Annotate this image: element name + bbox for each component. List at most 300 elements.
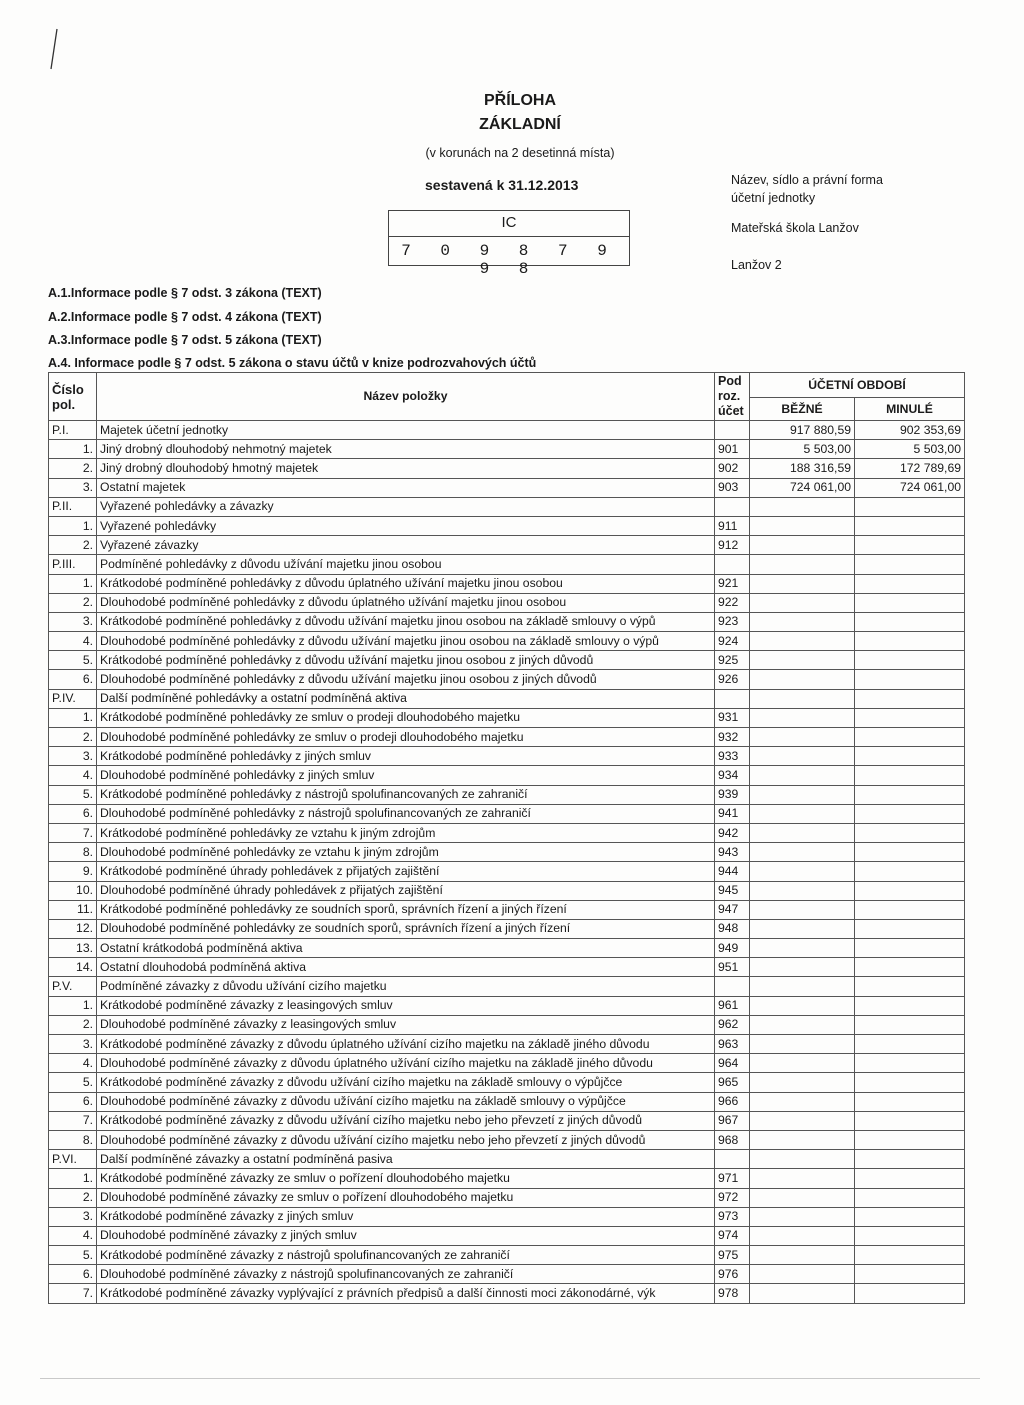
current-period-value [750,1265,855,1284]
item-number: 2. [49,1015,97,1034]
account-number: 939 [715,785,750,804]
ic-box [388,210,630,278]
item-name: Jiný drobný dlouhodobý nehmotný majetek [97,440,715,459]
account-number: 964 [715,1054,750,1073]
table-row [49,1265,965,1284]
table-row [49,670,965,689]
item-name: Krátkodobé podmíněné pohledávky z jiných smluv [97,747,715,766]
item-number: 2. [49,536,97,555]
ic-value: 7 0 9 8 7 9 9 8 [401,242,617,278]
account-number: 948 [715,919,750,938]
account-number: 922 [715,593,750,612]
info-a1: A.1.Informace podle § 7 odst. 3 zákona (TEXT) [48,286,322,300]
previous-period-value [855,1169,965,1188]
item-number: 6. [49,1265,97,1284]
table-row [49,1169,965,1188]
table-row [49,977,965,996]
item-number: 3. [49,747,97,766]
item-name: Jiný drobný dlouhodobý hmotný majetek [97,459,715,478]
table-row [49,1073,965,1092]
item-name: Ostatní krátkodobá podmíněná aktiva [97,939,715,958]
current-period-value [750,919,855,938]
account-number: 943 [715,843,750,862]
table-row [49,555,965,574]
previous-period-value [855,574,965,593]
previous-period-value [855,1150,965,1169]
item-name: Dlouhodobé podmíněné závazky z důvodu úplatného užívání cizího majetku na základě jiného důvodu [97,1054,715,1073]
item-number: 9. [49,862,97,881]
item-name: Krátkodobé podmíněné závazky z důvodu úplatného užívání cizího majetku na základě jiného důvodu [97,1035,715,1054]
item-number: 5. [49,1073,97,1092]
table-row [49,1130,965,1149]
previous-period-value [855,1111,965,1130]
section-number: P.III. [49,555,97,574]
current-period-value [750,1111,855,1130]
previous-period-value [855,651,965,670]
current-period-value [750,1015,855,1034]
header-minule: MINULÉ [855,398,965,421]
item-name: Dlouhodobé podmíněné závazky z jiných smluv [97,1226,715,1245]
previous-period-value [855,516,965,535]
previous-period-value [855,1130,965,1149]
handwritten-slash-mark [49,28,59,70]
entity-name: Mateřská škola Lanžov [731,221,859,235]
account-number: 901 [715,440,750,459]
item-name: Dlouhodobé podmíněné pohledávky z důvodu úplatného užívání majetku jinou osobou [97,593,715,612]
item-number: 10. [49,881,97,900]
item-name: Krátkodobé podmíněné závazky z leasingových smluv [97,996,715,1015]
account-number: 947 [715,900,750,919]
item-number: 13. [49,939,97,958]
previous-period-value [855,689,965,708]
item-name: Vyřazené pohledávky a závazky [97,497,715,516]
previous-period-value [855,919,965,938]
previous-period-value [855,536,965,555]
item-name: Dlouhodobé podmíněné pohledávky z jiných smluv [97,766,715,785]
previous-period-value [855,1073,965,1092]
item-name: Dlouhodobé podmíněné závazky z nástrojů spolufinancovaných ze zahraničí [97,1265,715,1284]
current-period-value: 724 061,00 [750,478,855,497]
table-row [49,478,965,497]
item-name: Dlouhodobé podmíněné pohledávky z nástrojů spolufinancovaných ze zahraničí [97,804,715,823]
current-period-value [750,862,855,881]
item-number: 7. [49,823,97,842]
account-number: 924 [715,632,750,651]
item-name: Podmíněné pohledávky z důvodu užívání majetku jinou osobou [97,555,715,574]
header-cislo: Číslo pol. [49,373,97,421]
item-number: 1. [49,708,97,727]
previous-period-value [855,785,965,804]
account-number: 968 [715,1130,750,1149]
previous-period-value [855,1284,965,1303]
ic-label: IC [501,214,517,231]
item-number: 7. [49,1111,97,1130]
current-period-value [750,939,855,958]
current-period-value [750,612,855,631]
table-row [49,1015,965,1034]
item-number: 4. [49,1226,97,1245]
current-period-value [750,555,855,574]
current-period-value [750,1188,855,1207]
table-row [49,862,965,881]
info-a2: A.2.Informace podle § 7 odst. 4 zákona (TEXT) [48,310,322,324]
account-number: 951 [715,958,750,977]
current-period-value [750,977,855,996]
current-period-value [750,804,855,823]
previous-period-value [855,632,965,651]
table-row [49,497,965,516]
account-number: 902 [715,459,750,478]
item-number: 2. [49,728,97,747]
current-period-value: 5 503,00 [750,440,855,459]
table-row [49,1246,965,1265]
previous-period-value [855,766,965,785]
table-row [49,1207,965,1226]
current-period-value [750,881,855,900]
table-row [49,747,965,766]
account-number: 949 [715,939,750,958]
item-name: Krátkodobé podmíněné závazky z jiných smluv [97,1207,715,1226]
current-period-value [750,1226,855,1245]
previous-period-value [855,958,965,977]
account-number [715,689,750,708]
info-a4: A.4. Informace podle § 7 odst. 5 zákona o stavu účtů v knize podrozvahových účtů [48,356,537,370]
previous-period-value [855,1207,965,1226]
item-number: 7. [49,1284,97,1303]
previous-period-value [855,728,965,747]
previous-period-value [855,1265,965,1284]
item-number: 2. [49,593,97,612]
table-row [49,823,965,842]
current-period-value [750,1054,855,1073]
section-number: P.I. [49,421,97,440]
item-number: 11. [49,900,97,919]
item-number: 1. [49,440,97,459]
current-period-value [750,1035,855,1054]
item-number: 12. [49,919,97,938]
account-number: 912 [715,536,750,555]
previous-period-value [855,881,965,900]
item-number: 14. [49,958,97,977]
header-obdobi: ÚČETNÍ OBDOBÍ [750,373,965,398]
current-period-value [750,536,855,555]
account-number: 974 [715,1226,750,1245]
current-period-value [750,958,855,977]
item-name: Dlouhodobé podmíněné závazky z důvodu užívání cizího majetku na základě smlouvy o výpůjčce [97,1092,715,1111]
item-name: Krátkodobé podmíněné pohledávky z důvodu užívání majetku jinou osobou na základě smlouvy o výpů [97,612,715,631]
table-row [49,1150,965,1169]
item-number: 2. [49,1188,97,1207]
previous-period-value: 902 353,69 [855,421,965,440]
table-row [49,1226,965,1245]
report-date: sestavená k 31.12.2013 [425,177,579,193]
table-row [49,1092,965,1111]
account-number: 903 [715,478,750,497]
item-name: Dlouhodobé podmíněné pohledávky ze vztahu k jiným zdrojům [97,843,715,862]
table-row [49,900,965,919]
item-number: 1. [49,574,97,593]
current-period-value [750,900,855,919]
page-title: PŘÍLOHA [484,92,556,109]
item-number: 3. [49,478,97,497]
account-number: 971 [715,1169,750,1188]
account-number: 978 [715,1284,750,1303]
item-name: Dlouhodobé podmíněné úhrady pohledávek z přijatých zajištění [97,881,715,900]
current-period-value [750,823,855,842]
table-row [49,651,965,670]
account-number: 944 [715,862,750,881]
item-name: Krátkodobé podmíněné závazky z důvodu užívání cizího majetku nebo jeho převzetí z jiných důvodů [97,1111,715,1130]
item-name: Ostatní majetek [97,478,715,497]
table-row [49,939,965,958]
previous-period-value [855,1246,965,1265]
item-number: 5. [49,651,97,670]
item-number: 4. [49,766,97,785]
header-nazev: Název položky [97,373,715,421]
previous-period-value [855,1015,965,1034]
item-name: Dlouhodobé podmíněné pohledávky z důvodu užívání majetku jinou osobou na základě smlouvy o výpů [97,632,715,651]
item-name: Krátkodobé podmíněné závazky ze smluv o pořízení dlouhodobého majetku [97,1169,715,1188]
offbalance-table [48,372,965,1304]
previous-period-value [855,1226,965,1245]
previous-period-value: 172 789,69 [855,459,965,478]
account-number [715,555,750,574]
item-number: 3. [49,612,97,631]
table-row [49,996,965,1015]
item-name: Další podmíněné závazky a ostatní podmíněná pasiva [97,1150,715,1169]
current-period-value [750,766,855,785]
current-period-value [750,632,855,651]
previous-period-value [855,612,965,631]
account-number [715,497,750,516]
table-row [49,728,965,747]
table-row [49,536,965,555]
item-number: 5. [49,785,97,804]
previous-period-value [855,555,965,574]
item-number: 1. [49,996,97,1015]
account-number: 967 [715,1111,750,1130]
previous-period-value [855,823,965,842]
previous-period-value [855,843,965,862]
account-number: 963 [715,1035,750,1054]
previous-period-value [855,996,965,1015]
account-number: 925 [715,651,750,670]
current-period-value [750,728,855,747]
table-row [49,1054,965,1073]
item-name: Dlouhodobé podmíněné závazky ze smluv o pořízení dlouhodobého majetku [97,1188,715,1207]
table-row [49,1035,965,1054]
item-number: 6. [49,1092,97,1111]
current-period-value [750,593,855,612]
account-number: 926 [715,670,750,689]
account-number: 941 [715,804,750,823]
previous-period-value: 5 503,00 [855,440,965,459]
previous-period-value [855,900,965,919]
current-period-value [750,1246,855,1265]
previous-period-value [855,1054,965,1073]
ic-divider [389,236,629,237]
current-period-value [750,497,855,516]
account-number: 942 [715,823,750,842]
table-row [49,785,965,804]
account-number [715,421,750,440]
item-number: 4. [49,1054,97,1073]
item-name: Krátkodobé podmíněné pohledávky z důvodu užívání majetku jinou osobou z jiných důvodů [97,651,715,670]
current-period-value [750,785,855,804]
item-name: Majetek účetní jednotky [97,421,715,440]
item-name: Ostatní dlouhodobá podmíněná aktiva [97,958,715,977]
page-subtitle: ZÁKLADNÍ [479,116,561,133]
table-row [49,1188,965,1207]
item-name: Vyřazené závazky [97,536,715,555]
table-row [49,574,965,593]
current-period-value [750,516,855,535]
item-name: Krátkodobé podmíněné pohledávky ze soudních sporů, správních řízení a jiných řízení [97,900,715,919]
account-number: 931 [715,708,750,727]
item-name: Dlouhodobé podmíněné pohledávky ze smluv o prodeji dlouhodobého majetku [97,728,715,747]
item-number: 5. [49,1246,97,1265]
currency-note: (v korunách na 2 desetinná místa) [425,146,615,160]
item-number: 3. [49,1035,97,1054]
item-name: Krátkodobé podmíněné pohledávky ze smluv o prodeji dlouhodobého majetku [97,708,715,727]
section-number: P.II. [49,497,97,516]
previous-period-value: 724 061,00 [855,478,965,497]
item-number: 1. [49,1169,97,1188]
previous-period-value [855,1188,965,1207]
entity-address: Lanžov 2 [731,258,782,272]
item-name: Dlouhodobé podmíněné pohledávky z důvodu užívání majetku jinou osobou z jiných důvodů [97,670,715,689]
item-number: 2. [49,459,97,478]
bottom-divider [40,1378,980,1379]
header-bezne: BĚŽNÉ [750,398,855,421]
section-number: P.IV. [49,689,97,708]
current-period-value [750,1092,855,1111]
current-period-value [750,670,855,689]
account-number: 972 [715,1188,750,1207]
item-name: Krátkodobé podmíněné úhrady pohledávek z přijatých zajištění [97,862,715,881]
header-pod: Pod roz. účet [715,373,750,421]
previous-period-value [855,939,965,958]
previous-period-value [855,497,965,516]
current-period-value [750,689,855,708]
table-row [49,919,965,938]
item-name: Krátkodobé podmíněné závazky vyplývající z právních předpisů a další činnosti moci zákonodárné, výk [97,1284,715,1303]
previous-period-value [855,977,965,996]
current-period-value [750,1169,855,1188]
table-row [49,1111,965,1130]
account-number: 966 [715,1092,750,1111]
previous-period-value [855,862,965,881]
item-name: Další podmíněné pohledávky a ostatní podmíněná aktiva [97,689,715,708]
table-row [49,766,965,785]
current-period-value [750,843,855,862]
item-name: Krátkodobé podmíněné pohledávky ze vztahu k jiným zdrojům [97,823,715,842]
current-period-value [750,996,855,1015]
table-row [49,612,965,631]
item-name: Krátkodobé podmíněné závazky z nástrojů spolufinancovaných ze zahraničí [97,1246,715,1265]
account-number [715,977,750,996]
current-period-value [750,1073,855,1092]
item-name: Dlouhodobé podmíněné pohledávky ze soudních sporů, správních řízení a jiných řízení [97,919,715,938]
account-number: 945 [715,881,750,900]
item-name: Vyřazené pohledávky [97,516,715,535]
item-number: 6. [49,804,97,823]
account-number: 976 [715,1265,750,1284]
account-number [715,1150,750,1169]
previous-period-value [855,1035,965,1054]
account-number: 934 [715,766,750,785]
section-number: P.VI. [49,1150,97,1169]
item-name: Krátkodobé podmíněné pohledávky z důvodu úplatného užívání majetku jinou osobou [97,574,715,593]
item-name: Podmíněné závazky z důvodu užívání cizího majetku [97,977,715,996]
table-row [49,593,965,612]
current-period-value [750,1207,855,1226]
account-number: 921 [715,574,750,593]
section-number: P.V. [49,977,97,996]
current-period-value [750,1130,855,1149]
item-number: 8. [49,1130,97,1149]
account-number: 933 [715,747,750,766]
previous-period-value [855,804,965,823]
entity-label-line1: Název, sídlo a právní forma [731,173,883,187]
table-row [49,1284,965,1303]
current-period-value [750,1284,855,1303]
item-name: Krátkodobé podmíněné závazky z důvodu užívání cizího majetku na základě smlouvy o výpůjčce [97,1073,715,1092]
table-body [49,421,965,1304]
account-number: 965 [715,1073,750,1092]
current-period-value [750,747,855,766]
account-number: 911 [715,516,750,535]
item-name: Dlouhodobé podmíněné závazky z leasingových smluv [97,1015,715,1034]
current-period-value [750,708,855,727]
info-a3: A.3.Informace podle § 7 odst. 5 zákona (TEXT) [48,333,322,347]
item-name: Dlouhodobé podmíněné závazky z důvodu užívání cizího majetku nebo jeho převzetí z jiných důvodů [97,1130,715,1149]
item-number: 4. [49,632,97,651]
item-number: 3. [49,1207,97,1226]
account-number: 932 [715,728,750,747]
account-number: 962 [715,1015,750,1034]
table-row [49,689,965,708]
previous-period-value [855,1092,965,1111]
table-row [49,881,965,900]
current-period-value: 188 316,59 [750,459,855,478]
table-row [49,516,965,535]
current-period-value: 917 880,59 [750,421,855,440]
table-row [49,632,965,651]
account-number: 973 [715,1207,750,1226]
previous-period-value [855,708,965,727]
previous-period-value [855,593,965,612]
entity-label-line2: účetní jednotky [731,191,816,205]
account-number: 975 [715,1246,750,1265]
table-row [49,843,965,862]
table-row [49,440,965,459]
table-row [49,804,965,823]
item-number: 8. [49,843,97,862]
current-period-value [750,651,855,670]
item-name: Krátkodobé podmíněné pohledávky z nástrojů spolufinancovaných ze zahraničí [97,785,715,804]
current-period-value [750,574,855,593]
account-number: 961 [715,996,750,1015]
table-row [49,421,965,440]
table-row [49,958,965,977]
table-row [49,708,965,727]
current-period-value [750,1150,855,1169]
item-number: 1. [49,516,97,535]
previous-period-value [855,747,965,766]
account-number: 923 [715,612,750,631]
table-row [49,459,965,478]
